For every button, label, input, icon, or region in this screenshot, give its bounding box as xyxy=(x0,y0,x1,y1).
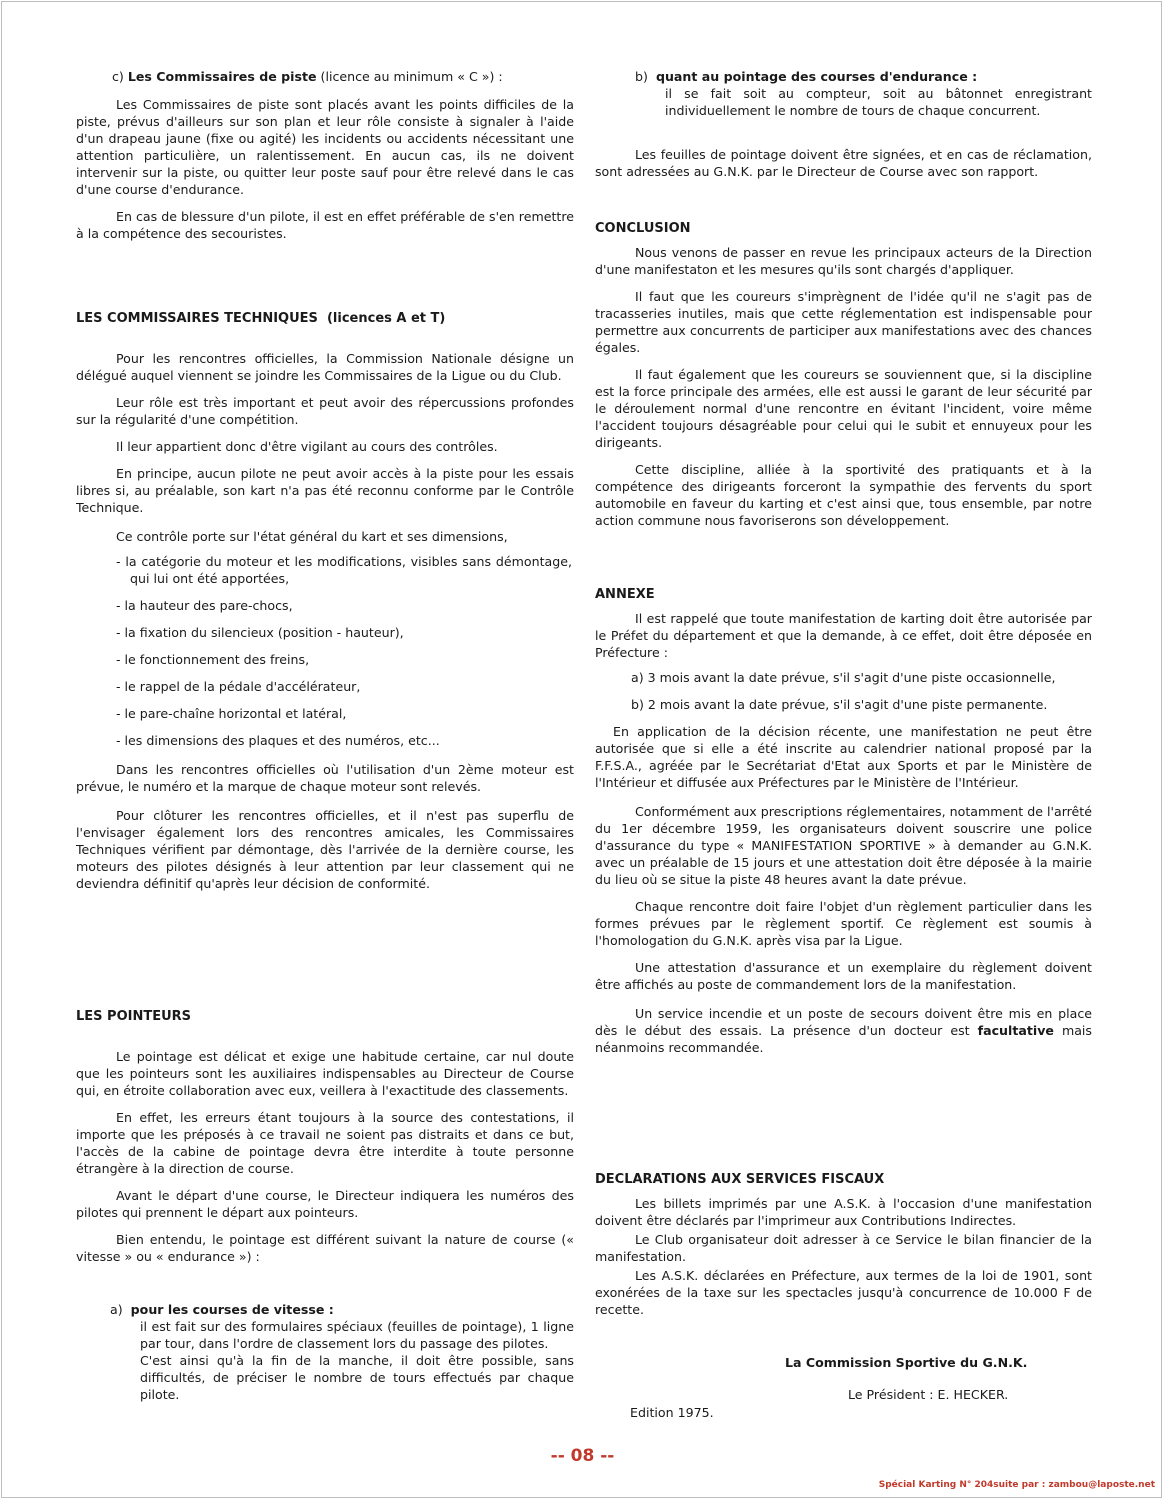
paragraph: Il est rappelé que toute manifestation de karting doit être autorisée par le Préfet du département et que la demande, à ce effet, doit être déposée en Préfecture : xyxy=(595,611,1092,660)
paragraph: Bien entendu, le pointage est différent suivant la nature de course (« vitesse » ou « endurance ») : xyxy=(76,1232,574,1264)
paragraph: Leur rôle est très important et peut avoir des répercussions profondes sur la régularité d'une compétition. xyxy=(76,395,574,427)
commissaires-piste-heading: c) Les Commissaires de piste (licence au minimum « C ») : xyxy=(112,69,503,84)
paragraph: Pour clôturer les rencontres officielles, et il n'est pas superflu de l'envisager également lors des rencontres amicales, les Commissaires Techniques vérifient par démontage, dès l'arrivée de la dernière course, les moteurs des pilotes désignés à leur attention par leur classement qui ne deviendra définitif qu'après leur décision de conformité. xyxy=(76,808,574,891)
paragraph: Le Club organisateur doit adresser à ce Service le bilan financier de la manifestation. xyxy=(595,1232,1092,1264)
paragraph: Les feuilles de pointage doivent être signées, et en cas de réclamation, sont adressées au G.N.K. par le Directeur de Course avec son rapport. xyxy=(595,147,1092,179)
pointage-endurance: b) quant au pointage des courses d'endurance : il se fait soit au compteur, soit au bâtonnet enregistrant individuellement le nombre de tours de chaque concurrent. xyxy=(635,69,1092,118)
paragraph: Avant le départ d'une course, le Directeur indiquera les numéros des pilotes qui prennent le départ aux pointeurs. xyxy=(76,1188,574,1220)
section-heading-annexe: ANNEXE xyxy=(595,587,655,602)
paragraph: En principe, aucun pilote ne peut avoir accès à la piste pour les essais libres si, au préalable, son kart n'a pas été reconnu conforme par le Contrôle Technique. xyxy=(76,466,574,515)
paragraph: Les A.S.K. déclarées en Préfecture, aux termes de la loi de 1901, sont exonérées de la taxe sur les spectacles jusqu'à concurrence de 10.000 F de recette. xyxy=(595,1268,1092,1317)
list-item: - la catégorie du moteur et les modifications, visibles sans démontage, qui lui ont été apportées, xyxy=(116,554,572,586)
conclusion-text xyxy=(595,244,1092,529)
paragraph: En cas de blessure d'un pilote, il est en effet préférable de s'en remettre à la compétence des secouristes. xyxy=(76,209,574,241)
paragraph: En effet, les erreurs étant toujours à la source des contestations, il importe que les préposés à ce travail ne soient pas distraits et dans ce but, l'accès de la cabine de pointage devra être interdite à toute personne étrangère à la direction de course. xyxy=(76,1110,574,1176)
commissaires-piste-text xyxy=(76,96,574,242)
controle-list xyxy=(76,553,572,749)
paragraph: Une attestation d'assurance et un exemplaire du règlement doivent être affichés au poste de commandement lors de la manifestation. xyxy=(595,960,1092,992)
paragraph: Il faut également que les coureurs se souviennent que, si la discipline est la force principale des armées, elle est aussi le garant de leur sécurité par le déroulement normal d'une rencontre en évitant l'incident, voire même l'accident toujours désagréable pour celui qui le subit et ennuyeux pour les dirigeants. xyxy=(595,367,1092,450)
list-item: b) 2 mois avant la date prévue, s'il s'agit d'une piste permanente. xyxy=(631,697,1048,712)
paragraph: il se fait soit au compteur, soit au bâtonnet enregistrant individuellement le nombre de tours de chaque concurrent. xyxy=(665,86,1092,118)
paragraph: Cette discipline, alliée à la sportivité des pratiquants et à la compétence des dirigeants forceront la sympathie des fervents du sport automobile en faveur du karting et c'est ainsi que, tous ensemble, par notre action commune nous favoriserons son développement. xyxy=(595,462,1092,528)
paragraph: Il faut que les coureurs s'imprègnent de l'idée qu'il ne s'agit pas de tracasseries inutiles, mais que cette réglementation est indispensable pour permettre aux concurrents de participer aux manifestations avec des chances égales. xyxy=(595,289,1092,355)
techniques-text xyxy=(76,350,574,892)
edition: Edition 1975. xyxy=(630,1405,714,1420)
fiscaux-text xyxy=(595,1195,1092,1318)
signature: La Commission Sportive du G.N.K. xyxy=(785,1355,1028,1370)
pointeurs-text xyxy=(76,1048,574,1265)
paragraph: C'est ainsi qu'à la fin de la manche, il doit être possible, sans difficultés, de préciser le nombre de tours effectués par chaque pilote. xyxy=(140,1353,574,1402)
paragraph: Nous venons de passer en revue les principaux acteurs de la Direction d'une manifestaton et les mesures qu'ils sont chargés d'appliquer. xyxy=(595,245,1092,277)
paragraph: Dans les rencontres officielles où l'utilisation d'un 2ème moteur est prévue, le numéro et la marque de chaque moteur sont relevés. xyxy=(76,762,574,794)
paragraph: Ce contrôle porte sur l'état général du kart et ses dimensions, xyxy=(116,529,508,544)
paragraph: En application de la décision récente, une manifestation ne peut être autorisée que si elle a été inscrite au calendrier national proposé par la F.F.S.A., agréée par le Secrétariat d'Etat aux Sports et par le Ministère de l'Intérieur et diffusée aux Préfectures par le Ministère de l'Intérieur. xyxy=(595,724,1092,790)
list-item: - le fonctionnement des freins, xyxy=(116,652,310,667)
paragraph: Un service incendie et un poste de secours doivent être mis en place dès le début des essais. La présence d'un docteur est facultative mais néanmoins recommandée. xyxy=(595,1006,1092,1055)
paragraph: Il leur appartient donc d'être vigilant au cours des contrôles. xyxy=(116,439,498,454)
list-item: a) 3 mois avant la date prévue, s'il s'agit d'une piste occasionnelle, xyxy=(631,670,1056,685)
list-item: - la fixation du silencieux (position - hauteur), xyxy=(116,625,404,640)
feuilles-text xyxy=(595,146,1092,180)
credit-line: Spécial Karting N° 204suite par : zambou@laposte.net xyxy=(878,1480,1155,1490)
page-number: -- 08 -- xyxy=(550,1446,615,1466)
paragraph: Le pointage est délicat et exige une habitude certaine, car nul doute que les pointeurs sont les auxiliaires indispensables au Directeur de Course qui, en étroite collaboration avec eux, veillera à l'exactitude des classements. xyxy=(76,1049,574,1098)
paragraph: Conformément aux prescriptions réglementaires, notamment de l'arrêté du 1er décembre 1959, les organisateurs doivent souscrire une police d'assurance du type « MANIFESTATION SPORTIVE » à demander au G.N.K. avec un préalable de 15 jours et une attestation doit être déposée à la mairie du lieu où se situe la piste 48 heures avant la date prévue. xyxy=(595,804,1092,887)
paragraph: Les Commissaires de piste sont placés avant les points difficiles de la piste, prévus d'ailleurs sur son plan et leur rôle consiste à signaler à l'aide d'un drapeau jaune (fixe ou agité) les incidents ou accidents nécessitant une attention particulière, un ralentissement. En aucun cas, ils ne doivent intervenir sur la piste, ou quitter leur poste sauf pour être relevé dans le cas d'une course d'endurance. xyxy=(76,97,574,197)
paragraph: Les billets imprimés par une A.S.K. à l'occasion d'une manifestation doivent être déclarés par l'imprimeur aux Contributions Indirectes. xyxy=(595,1196,1092,1228)
section-heading-conclusion: CONCLUSION xyxy=(595,221,691,236)
annexe-text xyxy=(595,610,1092,1056)
paragraph: il est fait sur des formulaires spéciaux (feuilles de pointage), 1 ligne par tour, dans l'ordre de classement lors du passage des pilotes. xyxy=(140,1319,574,1351)
section-heading-techniques: LES COMMISSAIRES TECHNIQUES (licences A et T) xyxy=(76,311,446,326)
list-item: - le pare-chaîne horizontal et latéral, xyxy=(116,706,347,721)
section-heading-pointeurs: LES POINTEURS xyxy=(76,1009,192,1024)
president: Le Président : E. HECKER. xyxy=(848,1387,1009,1402)
pointage-vitesse: a) pour les courses de vitesse : il est fait sur des formulaires spéciaux (feuilles de pointage), 1 ligne par tour, dans l'ordre de classement lors du passage des pilotes. C'est ainsi qu'à la fin de la manche, il doit être possible, sans difficultés, de préciser le nombre de tours effectués par chaque pilote. xyxy=(110,1302,574,1402)
list-item: - les dimensions des plaques et des numéros, etc... xyxy=(116,733,440,748)
list-item: - le rappel de la pédale d'accélérateur, xyxy=(116,679,361,694)
paragraph: Chaque rencontre doit faire l'objet d'un règlement particulier dans les formes prévues par le règlement sportif. Ce règlement est soumis à l'homologation du G.N.K. après visa par la Ligue. xyxy=(595,899,1092,948)
section-heading-fiscaux: DECLARATIONS AUX SERVICES FISCAUX xyxy=(595,1172,885,1187)
list-item: - la hauteur des pare-chocs, xyxy=(116,598,293,613)
paragraph: Pour les rencontres officielles, la Commission Nationale désigne un délégué auquel viennent se joindre les Commissaires de la Ligue ou du Club. xyxy=(76,351,574,383)
